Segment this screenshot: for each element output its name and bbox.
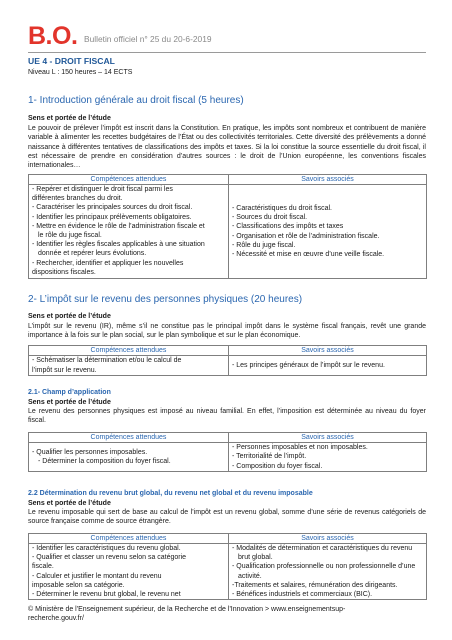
list-item: - Caractériser les principales sources du droit fiscal. xyxy=(32,204,193,212)
list-item: - Déterminer le revenu brut global, le revenu net xyxy=(32,591,181,599)
list-item: - Identifier les règles fiscales applicables à une situation xyxy=(32,241,205,249)
table-header-savoirs: Savoirs associés xyxy=(229,433,427,443)
savoirs-cell xyxy=(229,544,427,600)
table-header-savoirs: Savoirs associés xyxy=(229,175,427,185)
bulletin-reference: Bulletin officiel n° 25 du 20-6-2019 xyxy=(84,34,212,44)
list-item: -Traitements et salaires, rémunération des dirigeants. xyxy=(232,581,398,589)
section-2-2-heading: 2.2 Détermination du revenu brut global, du revenu net global et du revenu imposable xyxy=(28,490,313,497)
section-2-1-subheading: Sens et portée de l’étude xyxy=(28,399,111,406)
section-2-1-text: Le revenu des personnes physiques est imposé au niveau familial. En effet, l’imposition est déterminée au niveau du foyer fiscal. xyxy=(28,408,426,425)
list-item: - Mettre en évidence le rôle de l’administration fiscale et xyxy=(32,222,205,230)
section-1-table xyxy=(28,174,427,279)
list-item: - Rechercher, identifier et appliquer les nouvelles xyxy=(32,259,184,267)
footer-copyright: © Ministère de l'Enseignement supérieur, de la Recherche et de l'Innovation > www.enseignementsup- xyxy=(28,606,346,613)
list-item: - Personnes imposables et non imposables. xyxy=(232,444,368,452)
list-item: brut global. xyxy=(238,554,273,562)
list-item: - Sources du droit fiscal. xyxy=(232,214,308,222)
competences-cell xyxy=(29,185,229,279)
list-item: - Qualification professionnelle ou non professionnelle d’une xyxy=(232,563,416,571)
list-item: - Rôle du juge fiscal. xyxy=(232,241,296,249)
bo-logo: B.O. xyxy=(28,22,78,50)
competences-cell xyxy=(29,356,229,376)
table-header-competences: Compétences attendues xyxy=(29,346,229,356)
list-item: - Caractéristiques du droit fiscal. xyxy=(232,204,332,212)
section-2-2-subheading: Sens et portée de l’étude xyxy=(28,500,111,507)
list-item: - Repérer et distinguer le droit fiscal parmi les xyxy=(32,186,173,193)
table-header-competences: Compétences attendues xyxy=(29,433,229,443)
table-header-competences: Compétences attendues xyxy=(29,175,229,185)
section-2-2-text: Le revenu imposable qui sert de base au calcul de l’impôt est un revenu global, somme d’une série de revenus catégoriels de source française comme de source étrangère. xyxy=(28,509,426,526)
list-item: - Identifier les caractéristiques du revenu global. xyxy=(32,545,181,552)
section-1-text: Le pouvoir de prélever l’impôt est inscrit dans la Constitution. En pratique, les impôts sont nombreux et contribuent de manière variable à alimenter les recettes budgétaires de l’État ou des collectivités territoriales. Cette diversité des prélèvements a donné naissance à différentes tentatives de classifications des impôts et taxes. Si la loi constitue la source essentielle du droit fiscal, il est nécessaire de prendre en considération d’autres sources : le droit de l’Union européenne, les conventions fiscales internationales… xyxy=(28,125,426,170)
page-footer xyxy=(28,605,426,623)
section-2-1-table xyxy=(28,432,427,472)
table-header-savoirs: Savoirs associés xyxy=(229,534,427,544)
competences-cell xyxy=(29,544,229,600)
list-item: donnée et repérer leurs évolutions. xyxy=(38,250,147,258)
header-divider xyxy=(28,52,426,53)
table-header-savoirs: Savoirs associés xyxy=(229,346,427,356)
section-2-table xyxy=(28,345,427,376)
savoirs-cell xyxy=(229,443,427,472)
section-1-heading: 1- Introduction générale au droit fiscal (5 heures) xyxy=(28,95,244,106)
section-2-2-table xyxy=(28,533,427,600)
table-header-competences: Compétences attendues xyxy=(29,534,229,544)
list-item: - Bénéfices industriels et commerciaux (BIC). xyxy=(232,591,373,599)
savoirs-cell xyxy=(229,356,427,376)
list-item: différentes branches du droit. xyxy=(32,195,123,203)
section-2-1-heading: 2.1- Champ d’application xyxy=(28,389,111,396)
list-item: imposable selon sa catégorie. xyxy=(32,581,125,589)
page-header xyxy=(28,22,212,50)
list-item: - Classifications des impôts et taxes xyxy=(232,223,344,231)
list-item: l’impôt sur le revenu. xyxy=(32,366,97,374)
list-item: - Composition du foyer fiscal. xyxy=(232,462,323,470)
list-item: - Déterminer la composition du foyer fiscal. xyxy=(38,458,171,465)
section-2-heading: 2- L’impôt sur le revenu des personnes physiques (20 heures) xyxy=(28,294,303,305)
list-item: - Les principes généraux de l’impôt sur le revenu. xyxy=(232,361,385,369)
list-item: - Nécessité et mise en œuvre d’une veille fiscale. xyxy=(232,250,385,258)
list-item: le rôle du juge fiscal. xyxy=(38,232,102,240)
list-item: - Identifier les principaux prélèvements obligatoires. xyxy=(32,213,192,221)
list-item: fiscale. xyxy=(32,563,54,571)
list-item: dispositions fiscales. xyxy=(32,268,96,276)
list-item: - Modalités de détermination et caractéristiques du revenu xyxy=(232,545,413,552)
list-item: - Calculer et justifier le montant du revenu xyxy=(32,572,162,580)
savoirs-cell xyxy=(229,185,427,279)
list-item: - Schématiser la détermination et/ou le calcul de xyxy=(32,357,182,365)
section-1-subheading: Sens et portée de l’étude xyxy=(28,115,111,122)
section-2-subheading: Sens et portée de l’étude xyxy=(28,313,111,320)
list-item: - Organisation et rôle de l’administration fiscale. xyxy=(232,232,380,240)
section-2-text: L’impôt sur le revenu (IR), même s’il ne constitue pas le principal impôt dans le système fiscal français, revêt une grande importance à la fois sur le plan social, sur le plan symbolique et sur le plan économique. xyxy=(28,323,426,340)
list-item: activité. xyxy=(238,572,262,580)
footer-link[interactable]: recherche.gouv.fr/ xyxy=(28,615,84,622)
ue-level: Niveau L : 150 heures – 14 ECTS xyxy=(28,69,133,76)
competences-cell xyxy=(29,443,229,472)
list-item: - Qualifier et classer un revenu selon sa catégorie xyxy=(32,554,187,562)
list-item: - Qualifier les personnes imposables. xyxy=(32,448,148,456)
list-item: - Territorialité de l’impôt. xyxy=(232,453,307,461)
ue-title: UE 4 - DROIT FISCAL xyxy=(28,56,115,66)
